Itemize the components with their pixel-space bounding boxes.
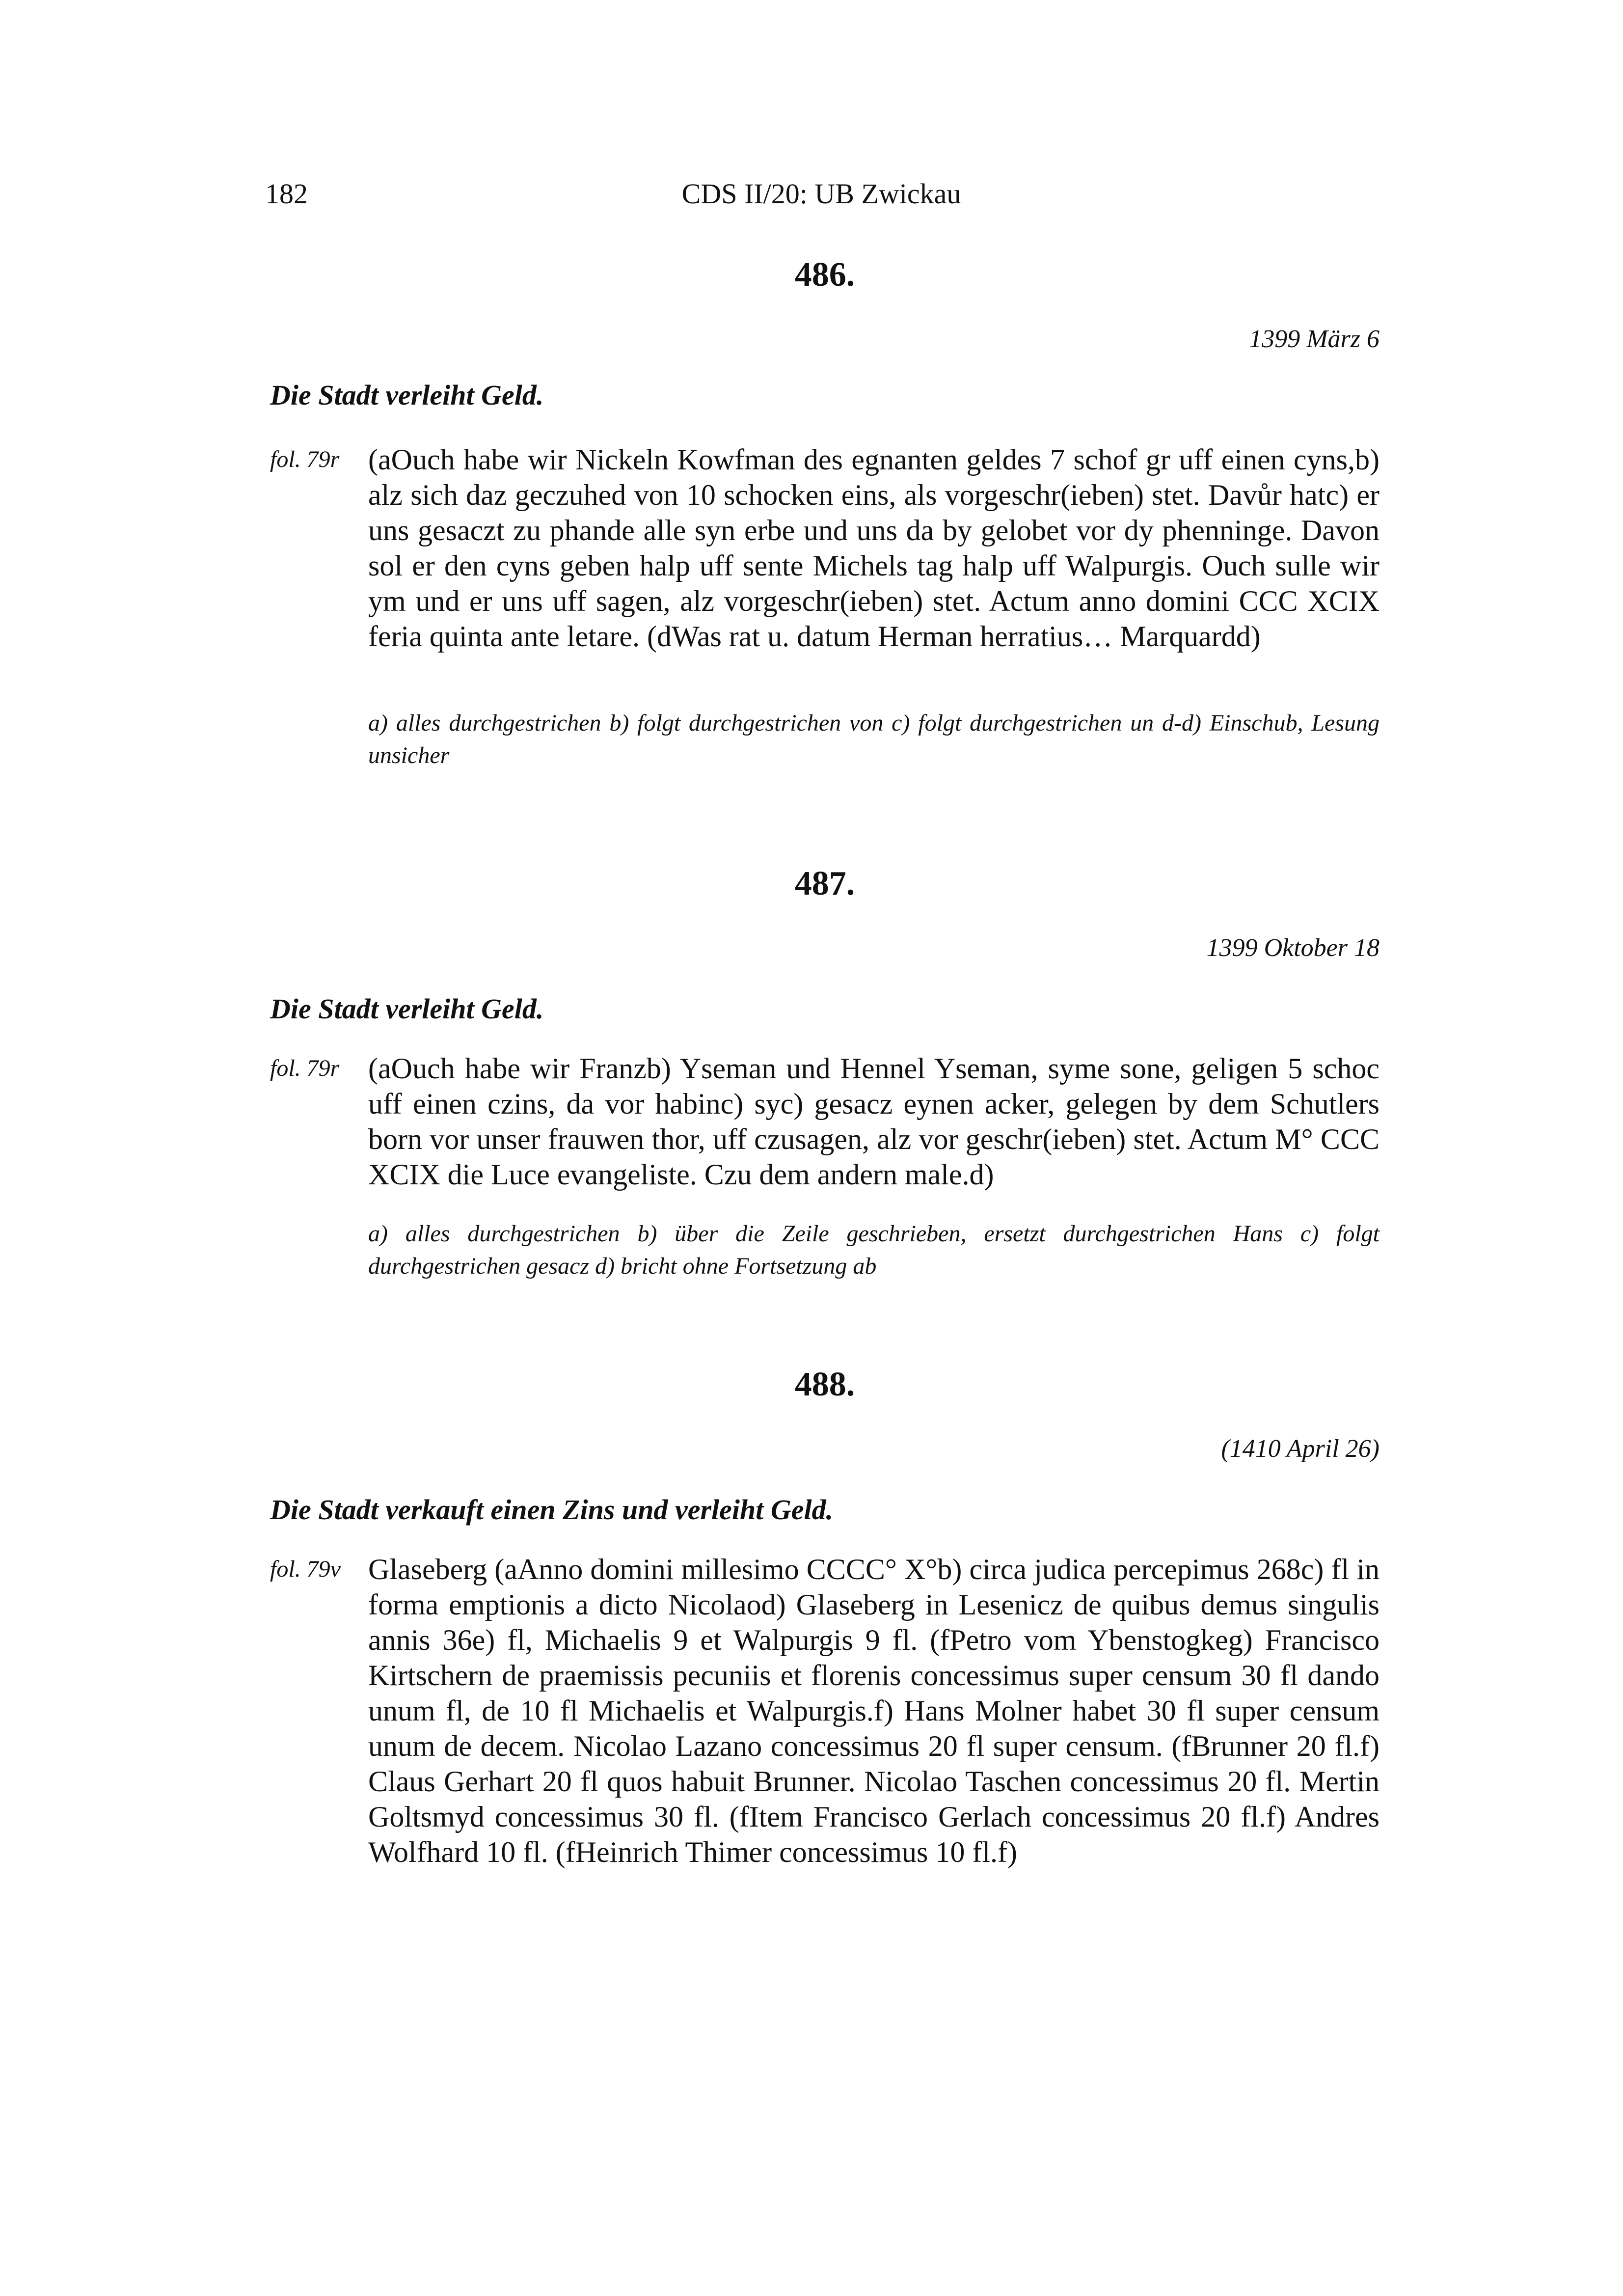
entry-text: (aOuch habe wir Nickeln Kowfman des egnanten geldes 7 schof gr uff einen cyns,b) alz sich daz geczuhed von 10 schocken eins, als vorgeschr(ieben) stet. Davůr hatc) er uns gesaczt zu phande alle syn erbe und uns da by gelobet vor dy phenninge. Davon sol er den cyns geben halp uff sente Michels tag halp uff Walpurgis. Ouch sulle wir ym und er uns uff sagen, alz vorgeschr(ieben) stet. Actum anno domini CCC XCIX feria quinta ante letare. (dWas rat u. datum Herman herratius… Marquardd): [368, 443, 1380, 653]
entry-number: 487.: [794, 865, 855, 902]
entry-487: [270, 864, 1380, 1331]
footnotes: a) alles durchgestrichen b) über die Zeile geschrieben, ersetzt durchgestrichen Hans c) folgt durchgestrichen gesacz d) bricht ohne Fortsetzung ab: [368, 1221, 1380, 1279]
entry-text: (aOuch habe wir Franzb) Yseman und Hennel Yseman, syme sone, geligen 5 schoc uff einen czins, da vor habinc) syc) gesacz eynen acker, gelegen by dem Schutlers born vor unser frauwen thor, uff czusagen, alz vor geschr(ieben) stet. Actum M° CCC XCIX die Luce evangeliste. Czu dem andern male.d): [368, 1052, 1380, 1191]
entry-number: 488.: [794, 1366, 855, 1403]
folio-reference: fol. 79r: [270, 446, 340, 472]
entry-date: 1399 März 6: [1249, 325, 1380, 353]
running-title: CDS II/20: UB Zwickau: [681, 178, 961, 210]
folio-reference: fol. 79v: [270, 1556, 341, 1582]
entry-title: Die Stadt verleiht Geld.: [270, 993, 544, 1025]
entry-date: (1410 April 26): [1221, 1435, 1380, 1463]
page-header: [265, 177, 1378, 221]
page-number: 182: [265, 178, 308, 210]
footnotes: a) alles durchgestrichen b) folgt durchgestrichen von c) folgt durchgestrichen un d-d) Einschub, Lesung unsicher: [368, 710, 1380, 768]
entry-488: [270, 1365, 1380, 1954]
folio-reference: fol. 79r: [270, 1055, 340, 1081]
entry-title: Die Stadt verkauft einen Zins und verleiht Geld.: [270, 1494, 834, 1526]
entry-date: 1399 Oktober 18: [1206, 934, 1380, 962]
entry-486: [270, 255, 1380, 815]
entry-number: 486.: [794, 256, 855, 294]
entry-text: Glaseberg (aAnno domini millesimo CCCC° X°b) circa judica percepimus 268c) fl in forma emptionis a dicto Nicolaod) Glaseberg in Lesenicz de quibus demus singulis annis 36e) fl, Michaelis 9 et Walpurgis 9 fl. (fPetro vom Ybenstogkeg) Francisco Kirtschern de praemissis pecuniis et florenis concessimus super censum 30 fl dando unum fl, de 10 fl Michaelis et Walpurgis.f) Hans Molner habet 30 fl super censum unum de decem. Nicolao Lazano concessimus 20 fl super censum. (fBrunner 20 fl.f) Claus Gerhart 20 fl quos habuit Brunner. Nicolao Taschen concessimus 20 fl. Mertin Goltsmyd concessimus 30 fl. (fItem Francisco Gerlach concessimus 20 fl.f) Andres Wolfhard 10 fl. (fHeinrich Thimer concessimus 10 fl.f): [368, 1553, 1380, 1868]
entry-title: Die Stadt verleiht Geld.: [270, 379, 544, 411]
